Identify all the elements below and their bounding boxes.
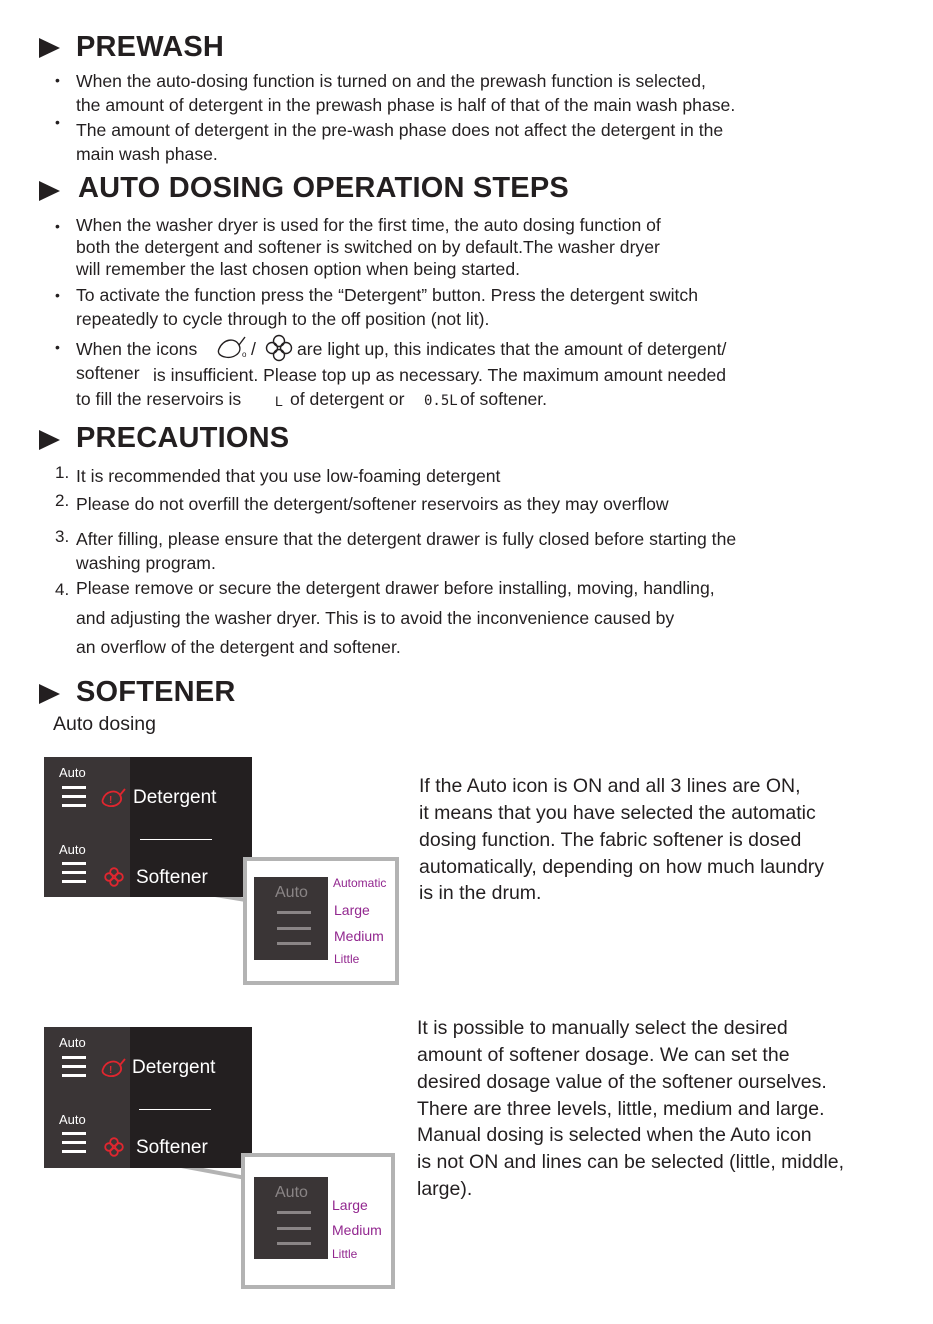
level-large: Large [334, 902, 370, 918]
steps-bullet3-line3c: of detergent or [290, 389, 405, 409]
precaution-1-line1: It is recommended that you use low-foaming detergent [76, 466, 501, 486]
bullet-dot: • [55, 339, 60, 355]
detergent-label: Detergent [133, 787, 217, 808]
panel2-text-line5: Manual dosing is selected when the Auto icon [417, 1124, 812, 1146]
panel1-text-line2: it means that you have selected the automatic [419, 802, 816, 824]
svg-text:o: o [242, 350, 247, 359]
precaution-4-line2: and adjusting the washer dryer. This is to avoid the inconvenience caused by [76, 608, 675, 628]
softener-subtitle: Auto dosing [53, 713, 156, 735]
zoom-bar-little [277, 942, 311, 945]
zoom-bar-large [277, 911, 311, 914]
softener-zoom-manual [241, 1153, 395, 1289]
bullet-dot: • [55, 114, 60, 130]
zoom-bar-large [277, 1211, 311, 1214]
section-title-softener: SOFTENER [76, 676, 236, 708]
precaution-number: 3. [55, 527, 70, 546]
zoom-auto-label: Auto [275, 1184, 308, 1201]
precaution-number: 2. [55, 491, 70, 510]
steps-bullet3-line3e: of softener. [460, 389, 548, 409]
steps-bullet3-line3b: L [275, 393, 283, 409]
detergent-level-bars [62, 786, 86, 813]
section-title-steps: AUTO DOSING OPERATION STEPS [78, 172, 569, 204]
section-title-prewash: PREWASH [76, 31, 225, 63]
svg-text:!: ! [109, 795, 113, 806]
level-little: Little [334, 952, 360, 966]
auto-label: Auto [59, 765, 86, 780]
steps-bullet3-line2a: softener [76, 363, 140, 383]
precaution-4-line3: an overflow of the detergent and softener. [76, 637, 401, 657]
steps-bullet1-line1: When the washer dryer is used for the first time, the auto dosing function of [76, 215, 661, 235]
softener-flower-icon [104, 1137, 124, 1157]
softener-flower-icon [104, 867, 124, 887]
steps-bullet2-line1: To activate the function press the “Detergent” button. Press the detergent switch [76, 285, 698, 305]
level-automatic: Automatic [333, 876, 387, 890]
detergent-warning-icon [100, 1057, 128, 1079]
section-title-precautions: PRECAUTIONS [76, 422, 290, 454]
panel1-text-line1: If the Auto icon is ON and all 3 lines are ON, [419, 775, 801, 797]
softener-level-bars [62, 1132, 86, 1159]
steps-bullet3-line3a: to fill the reservoirs is [76, 389, 242, 409]
precaution-3-line1: After filling, please ensure that the detergent drawer is fully closed before starting the [76, 529, 737, 549]
precaution-4-line1: Please remove or secure the detergent drawer before installing, moving, handling, [76, 578, 715, 598]
steps-bullet3-slash: / [251, 339, 256, 359]
steps-bullet3-line3d: 0.5L [424, 393, 458, 409]
precaution-number: 1. [55, 463, 70, 482]
control-panel-auto [44, 757, 252, 897]
precaution-3-line2: washing program. [76, 553, 216, 573]
prewash-bullet1-line2: the amount of detergent in the prewash phase is half of that of the main wash phase. [76, 95, 736, 115]
softener-zoom-auto [243, 857, 399, 985]
panel2-text-line1: It is possible to manually select the desired [417, 1017, 788, 1039]
steps-bullet1-line3: will remember the last chosen option when being started. [76, 259, 520, 279]
prewash-bullet2-line2: main wash phase. [76, 144, 218, 164]
control-panel-manual [44, 1027, 252, 1168]
panel2-text-line6: is not ON and lines can be selected (little, middle, [417, 1151, 845, 1173]
bullet-dot: • [55, 287, 60, 303]
zoom-bar-little [277, 1242, 311, 1245]
precaution-number: 4. [55, 580, 70, 599]
prewash-bullet2-line1: The amount of detergent in the pre-wash phase does not affect the detergent in the [76, 120, 724, 140]
panel1-text-line4: automatically, depending on how much laundry [419, 856, 825, 878]
softener-label: Softener [136, 1137, 208, 1158]
steps-bullet3-line2b: is insufficient. Please top up as necessary. The maximum amount needed [153, 365, 727, 385]
precaution-2-line1: Please do not overfill the detergent/softener reservoirs as they may overflow [76, 494, 669, 514]
auto-label: Auto [59, 842, 86, 857]
level-medium: Medium [332, 1222, 382, 1238]
panel2-text-line2: amount of softener dosage. We can set the [417, 1044, 790, 1066]
auto-label: Auto [59, 1112, 86, 1127]
prewash-bullet1-line1: When the auto-dosing function is turned on and the prewash function is selected, [76, 71, 706, 91]
panel2-text-line7: large). [417, 1178, 473, 1200]
auto-label: Auto [59, 1035, 86, 1050]
panel2-text-line3: desired dosage value of the softener ourselves. [417, 1071, 827, 1093]
level-medium: Medium [334, 928, 384, 944]
steps-bullet1-line2: both the detergent and softener is switched on by default.The washer dryer [76, 237, 660, 257]
steps-bullet2-line2: repeatedly to cycle through to the off position (not lit). [76, 309, 490, 329]
level-large: Large [332, 1197, 368, 1213]
detergent-warning-icon [100, 787, 128, 809]
detergent-label: Detergent [132, 1057, 216, 1078]
divider [139, 1109, 211, 1110]
softener-level-bars [62, 862, 86, 889]
steps-bullet3-line1c: are light up, this indicates that the amount of detergent/ [297, 339, 727, 359]
panel1-text-line5: is in the drum. [419, 882, 542, 904]
level-little: Little [332, 1247, 358, 1261]
divider [140, 839, 212, 840]
panel1-text-line3: dosing function. The fabric softener is dosed [419, 829, 802, 851]
zoom-auto-label: Auto [275, 884, 308, 901]
softener-label: Softener [136, 867, 208, 888]
panel2-text-line4: There are three levels, little, medium and large. [417, 1098, 825, 1120]
bullet-dot: • [55, 72, 60, 88]
bullet-dot: • [55, 218, 60, 234]
svg-text:!: ! [109, 1065, 113, 1076]
zoom-bar-medium [277, 1227, 311, 1230]
zoom-bar-medium [277, 927, 311, 930]
steps-bullet3-line1a: When the icons [76, 339, 198, 359]
detergent-level-bars [62, 1056, 86, 1083]
